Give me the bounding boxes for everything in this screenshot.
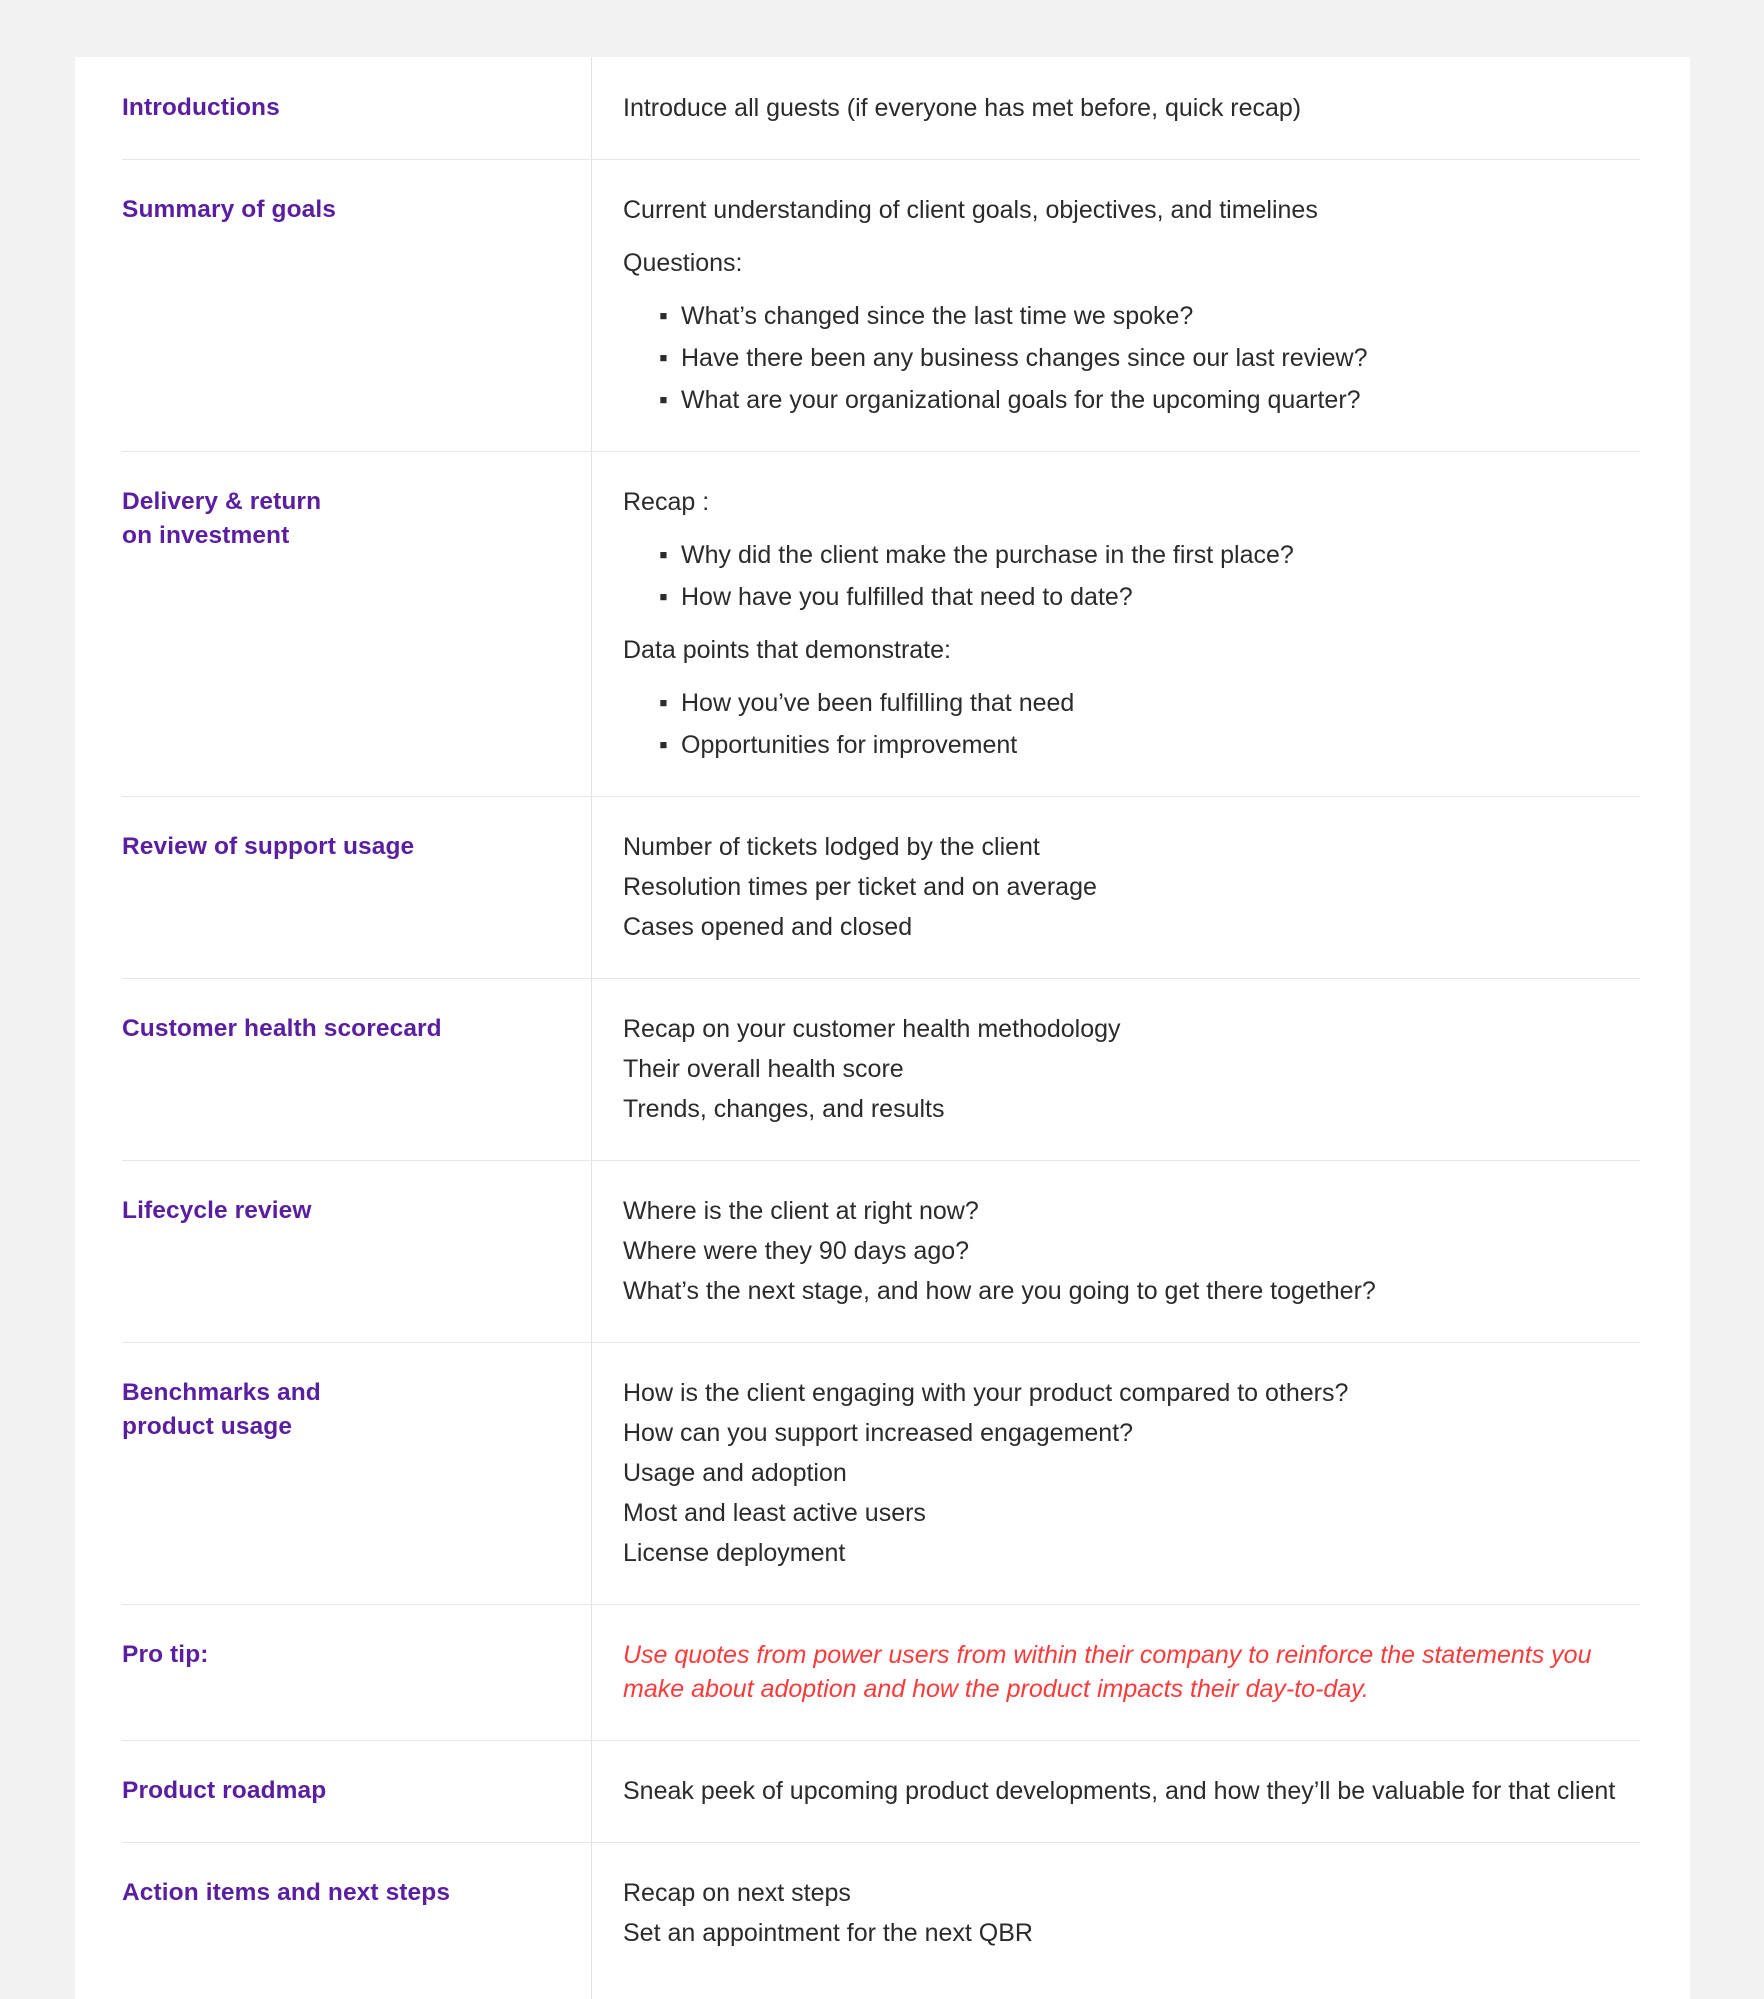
list-item-text: Why did the client make the purchase in the first place? [681, 541, 1294, 569]
row-label-cell [75, 978, 591, 1080]
content-line: How is the client engaging with your product compared to others? [623, 1379, 1349, 1407]
table-row [75, 1604, 1690, 1740]
row-label: Introductions [122, 94, 280, 121]
row-label-cell [75, 57, 591, 159]
content-line: Introduce all guests (if everyone has met before, quick recap) [623, 94, 1302, 122]
table-row [75, 1842, 1690, 1984]
list-item [659, 686, 1634, 720]
bullet-list [623, 299, 1634, 417]
content-line: How can you support increased engagement? [623, 1419, 1134, 1447]
list-item-text: How you’ve been fulfilling that need [681, 689, 1075, 717]
content-paragraph: Data points that demonstrate: [623, 636, 951, 664]
list-item-text: How have you fulfilled that need to date? [681, 583, 1133, 611]
list-item [659, 728, 1634, 762]
table-row [75, 1160, 1690, 1342]
content-line: Set an appointment for the next QBR [623, 1919, 1033, 1947]
content-line: Their overall health score [623, 1055, 904, 1083]
list-item [659, 580, 1634, 614]
row-label-cell [75, 796, 591, 898]
row-content-cell [591, 451, 1690, 796]
content-paragraph: Recap : [623, 488, 710, 516]
table-row [75, 451, 1690, 796]
row-label: Pro tip: [122, 1641, 209, 1668]
list-item [659, 341, 1634, 375]
row-content-cell [591, 1842, 1690, 1984]
row-label: Review of support usage [122, 833, 415, 860]
list-item [659, 299, 1634, 333]
row-content-cell [591, 1740, 1690, 1842]
content-line: Trends, changes, and results [623, 1095, 945, 1123]
bullet-square-icon: ▪ [659, 731, 668, 759]
row-label-cell [75, 1842, 591, 1944]
list-item-text: What are your organizational goals for the upcoming quarter? [681, 386, 1361, 414]
row-label-line: Delivery & return [122, 488, 322, 515]
bullet-square-icon: ▪ [659, 386, 668, 414]
row-content-cell [591, 57, 1690, 159]
content-line: What’s the next stage, and how are you going to get there together? [623, 1277, 1376, 1305]
bullet-square-icon: ▪ [659, 541, 668, 569]
content-line: Number of tickets lodged by the client [623, 833, 1040, 861]
row-content-cell [591, 796, 1690, 978]
content-line: Where is the client at right now? [623, 1197, 979, 1225]
list-item-text: What’s changed since the last time we spoke? [681, 302, 1194, 330]
table-row [75, 978, 1690, 1160]
content-paragraph: Questions: [623, 249, 743, 277]
table-row [75, 159, 1690, 451]
table-row [75, 1342, 1690, 1604]
bullet-square-icon: ▪ [659, 583, 668, 611]
table-row [75, 796, 1690, 978]
bullet-square-icon: ▪ [659, 689, 668, 717]
row-label: Lifecycle review [122, 1197, 312, 1224]
row-content-cell [591, 978, 1690, 1160]
row-label-cell [75, 1604, 591, 1706]
agenda-card [75, 57, 1690, 1999]
row-content-cell [591, 1160, 1690, 1342]
row-label: Product roadmap [122, 1777, 327, 1804]
content-line: Most and least active users [623, 1499, 926, 1527]
row-label-line: product usage [122, 1412, 293, 1440]
row-content-cell [591, 159, 1690, 451]
row-label [122, 1376, 563, 1444]
content-paragraph: Current understanding of client goals, objectives, and timelines [623, 196, 1318, 224]
list-item [659, 383, 1634, 417]
row-label-line: Benchmarks and [122, 1379, 321, 1406]
row-content-cell [591, 1342, 1690, 1604]
bullet-list [623, 686, 1634, 762]
row-label: Customer health scorecard [122, 1015, 442, 1042]
content-line: Where were they 90 days ago? [623, 1237, 970, 1265]
list-item-text: Opportunities for improvement [681, 731, 1018, 759]
row-label-cell [75, 1342, 591, 1478]
content-line: Recap on next steps [623, 1879, 851, 1907]
content-line: Cases opened and closed [623, 913, 913, 941]
bullet-square-icon: ▪ [659, 302, 668, 330]
content-line: Resolution times per ticket and on average [623, 873, 1097, 901]
row-label-line: on investment [122, 521, 290, 549]
content-line: Usage and adoption [623, 1459, 847, 1487]
row-label-cell [75, 1740, 591, 1842]
content-line: License deployment [623, 1539, 846, 1567]
table-row [75, 1740, 1690, 1842]
row-label: Summary of goals [122, 196, 336, 223]
content-line: Sneak peek of upcoming product developments, and how they’ll be valuable for that client [623, 1777, 1616, 1805]
list-item-text: Have there been any business changes since our last review? [681, 344, 1368, 372]
bullet-square-icon: ▪ [659, 344, 668, 372]
table-row [75, 57, 1690, 159]
agenda-table [75, 57, 1690, 1984]
row-label [122, 485, 563, 553]
row-label-cell [75, 451, 591, 587]
row-label-cell [75, 1160, 591, 1262]
pro-tip-text: Use quotes from power users from within their company to reinforce the statements you make about adoption and how the product impacts their day-to-day. [623, 1641, 1592, 1703]
row-label: Action items and next steps [122, 1879, 451, 1906]
row-label-cell [75, 159, 591, 261]
bullet-list [623, 538, 1634, 614]
list-item [659, 538, 1634, 572]
row-content-cell [591, 1604, 1690, 1740]
content-line: Recap on your customer health methodology [623, 1015, 1121, 1043]
